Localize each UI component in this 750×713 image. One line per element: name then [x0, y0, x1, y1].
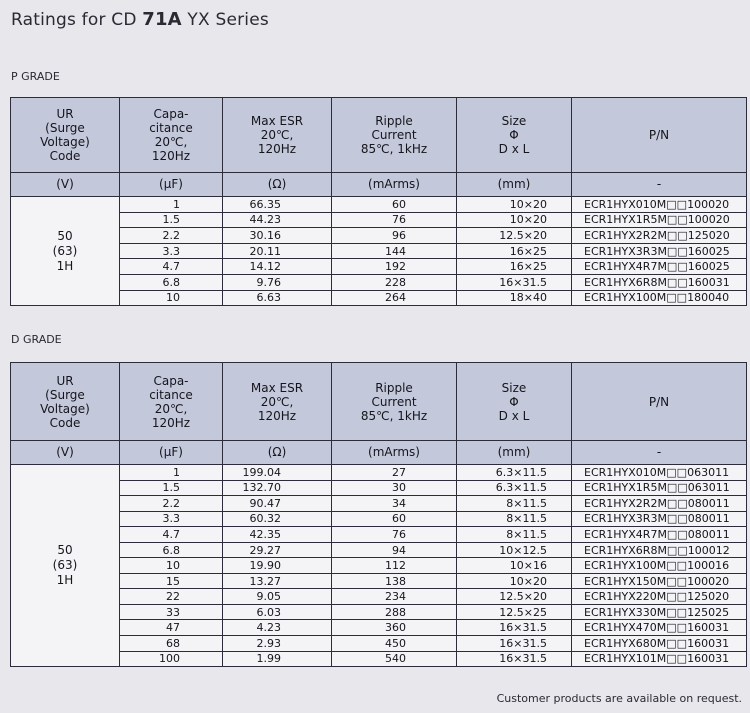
esr-cell: 90.47: [223, 496, 332, 512]
size-cell: 10×20: [457, 197, 572, 213]
esr-cell: 66.35: [223, 197, 332, 213]
header-size-line: Size: [501, 114, 527, 128]
header-esr-line: 120Hz: [257, 408, 297, 423]
table-row: [11, 573, 747, 589]
header-voltage: [11, 363, 120, 441]
title-prefix: Ratings for CD: [11, 10, 143, 30]
header-size-line: Φ: [509, 394, 519, 409]
ripple-cell: 144: [332, 243, 457, 259]
header-esr-line: Max ESR: [250, 114, 304, 128]
capacitance-cell: 1: [120, 197, 223, 213]
header-capacitance-line: 120Hz: [151, 415, 191, 430]
size-cell: 16×25: [457, 243, 572, 259]
capacitance-cell: 10: [120, 290, 223, 306]
table-row: [11, 274, 747, 290]
ripple-cell: 27: [332, 465, 457, 481]
unit-size: (mm): [457, 441, 572, 465]
part-number-cell: ECR1HYX010M□□063011: [572, 465, 747, 481]
esr-cell: 13.27: [223, 573, 332, 589]
part-number-cell: ECR1HYX680M□□160031: [572, 636, 747, 652]
ripple-cell: 288: [332, 604, 457, 620]
header-voltage-line: Code: [49, 149, 81, 163]
unit-voltage: (V): [11, 441, 120, 465]
header-size-line: D x L: [498, 408, 530, 423]
esr-cell: 9.05: [223, 589, 332, 605]
header-capacitance-line: 20℃,: [154, 401, 188, 416]
unit-pn: -: [572, 441, 747, 465]
part-number-cell: ECR1HYX010M□□100020: [572, 197, 747, 213]
table-row: [11, 496, 747, 512]
unit-voltage: (V): [11, 173, 120, 197]
table-row: [11, 480, 747, 496]
table-row: [11, 243, 747, 259]
size-cell: 10×20: [457, 573, 572, 589]
header-voltage-line: UR: [56, 107, 74, 121]
header-esr-line: Max ESR: [250, 380, 304, 395]
header-ripple: [332, 98, 457, 173]
capacitance-cell: 3.3: [120, 243, 223, 259]
header-capacitance-line: citance: [149, 121, 193, 135]
esr-cell: 9.76: [223, 274, 332, 290]
capacitance-cell: 33: [120, 604, 223, 620]
ripple-cell: 60: [332, 511, 457, 527]
size-cell: 12.5×20: [457, 228, 572, 244]
size-cell: 8×11.5: [457, 527, 572, 543]
ripple-cell: 234: [332, 589, 457, 605]
ripple-cell: 540: [332, 651, 457, 667]
table-row: [11, 228, 747, 244]
ripple-cell: 96: [332, 228, 457, 244]
header-capacitance-line: 20℃,: [154, 135, 188, 149]
voltage-code: [11, 197, 120, 306]
part-number-cell: ECR1HYX100M□□100016: [572, 558, 747, 574]
capacitance-cell: 100: [120, 651, 223, 667]
capacitance-cell: 1.5: [120, 212, 223, 228]
table-row: [11, 620, 747, 636]
part-number-cell: ECR1HYX220M□□125020: [572, 589, 747, 605]
capacitance-cell: 15: [120, 573, 223, 589]
esr-cell: 42.35: [223, 527, 332, 543]
esr-cell: 4.23: [223, 620, 332, 636]
header-voltage-line: Code: [49, 415, 81, 430]
title-suffix: YX Series: [181, 10, 269, 30]
esr-cell: 19.90: [223, 558, 332, 574]
header-size-line: Size: [501, 380, 527, 395]
voltage-code-line: 50: [57, 228, 73, 243]
esr-cell: 60.32: [223, 511, 332, 527]
header-capacitance: [120, 363, 223, 441]
part-number-cell: ECR1HYX2R2M□□125020: [572, 228, 747, 244]
size-cell: 16×31.5: [457, 651, 572, 667]
header-voltage-line: Voltage): [40, 135, 90, 149]
size-cell: 16×31.5: [457, 620, 572, 636]
d-grade-table: [10, 362, 747, 667]
header-esr: [223, 98, 332, 173]
ripple-cell: 34: [332, 496, 457, 512]
header-capacitance-line: Capa-: [153, 373, 189, 388]
size-cell: 10×16: [457, 558, 572, 574]
part-number-cell: ECR1HYX100M□□180040: [572, 290, 747, 306]
header-pn: P/N: [572, 363, 747, 441]
esr-cell: 14.12: [223, 259, 332, 275]
table-row: [11, 558, 747, 574]
ripple-cell: 60: [332, 197, 457, 213]
part-number-cell: ECR1HYX3R3M□□080011: [572, 511, 747, 527]
ripple-cell: 94: [332, 542, 457, 558]
header-capacitance-line: 120Hz: [151, 149, 191, 163]
header-size-line: D x L: [498, 142, 530, 156]
unit-size: (mm): [457, 173, 572, 197]
part-number-cell: ECR1HYX2R2M□□080011: [572, 496, 747, 512]
ripple-cell: 192: [332, 259, 457, 275]
header-ripple-line: 85℃, 1kHz: [360, 142, 428, 156]
capacitance-cell: 68: [120, 636, 223, 652]
title-model: 71A: [142, 9, 182, 30]
ripple-cell: 76: [332, 527, 457, 543]
esr-cell: 44.23: [223, 212, 332, 228]
esr-cell: 2.93: [223, 636, 332, 652]
table-row: [11, 527, 747, 543]
ripple-cell: 30: [332, 480, 457, 496]
size-cell: 6.3×11.5: [457, 465, 572, 481]
capacitance-cell: 2.2: [120, 496, 223, 512]
unit-pn: -: [572, 173, 747, 197]
header-voltage-line: UR: [56, 373, 74, 388]
capacitance-cell: 4.7: [120, 527, 223, 543]
size-cell: 6.3×11.5: [457, 480, 572, 496]
size-cell: 16×31.5: [457, 274, 572, 290]
table-row: [11, 212, 747, 228]
header-esr-line: 20℃,: [260, 394, 294, 409]
unit-capacitance: (μF): [120, 441, 223, 465]
size-cell: 10×20: [457, 212, 572, 228]
header-voltage-line: (Surge: [45, 121, 85, 135]
capacitance-cell: 22: [120, 589, 223, 605]
voltage-code-line: 1H: [56, 573, 74, 588]
size-cell: 10×12.5: [457, 542, 572, 558]
esr-cell: 30.16: [223, 228, 332, 244]
part-number-cell: ECR1HYX6R8M□□100012: [572, 542, 747, 558]
capacitance-cell: 6.8: [120, 542, 223, 558]
capacitance-cell: 1.5: [120, 480, 223, 496]
ripple-cell: 112: [332, 558, 457, 574]
header-size-line: Φ: [509, 128, 519, 142]
page-title: [11, 9, 269, 30]
header-esr-line: 20℃,: [260, 128, 294, 142]
unit-esr: (Ω): [223, 441, 332, 465]
header-voltage-line: (Surge: [45, 387, 85, 402]
esr-cell: 6.63: [223, 290, 332, 306]
capacitance-cell: 47: [120, 620, 223, 636]
voltage-code-line: (63): [52, 558, 78, 573]
header-esr-line: 120Hz: [257, 142, 297, 156]
header-capacitance-line: citance: [149, 387, 193, 402]
header-voltage: [11, 98, 120, 173]
header-voltage-line: Voltage): [40, 401, 90, 416]
part-number-cell: ECR1HYX470M□□160031: [572, 620, 747, 636]
voltage-code-line: (63): [52, 243, 78, 258]
header-size: [457, 363, 572, 441]
esr-cell: 132.70: [223, 480, 332, 496]
header-pn: P/N: [572, 98, 747, 173]
header-esr: [223, 363, 332, 441]
unit-ripple: (mArms): [332, 441, 457, 465]
capacitance-cell: 10: [120, 558, 223, 574]
part-number-cell: ECR1HYX1R5M□□063011: [572, 480, 747, 496]
part-number-cell: ECR1HYX1R5M□□100020: [572, 212, 747, 228]
voltage-code: [11, 465, 120, 667]
size-cell: 16×25: [457, 259, 572, 275]
esr-cell: 20.11: [223, 243, 332, 259]
size-cell: 18×40: [457, 290, 572, 306]
header-ripple-line: Current: [371, 128, 417, 142]
table-row: [11, 511, 747, 527]
size-cell: 8×11.5: [457, 511, 572, 527]
esr-cell: 6.03: [223, 604, 332, 620]
header-capacitance: [120, 98, 223, 173]
capacitance-cell: 6.8: [120, 274, 223, 290]
header-size: [457, 98, 572, 173]
part-number-cell: ECR1HYX4R7M□□080011: [572, 527, 747, 543]
size-cell: 12.5×20: [457, 589, 572, 605]
part-number-cell: ECR1HYX6R8M□□160031: [572, 274, 747, 290]
unit-esr: (Ω): [223, 173, 332, 197]
table-row: [11, 651, 747, 667]
table-row: [11, 604, 747, 620]
esr-cell: 1.99: [223, 651, 332, 667]
esr-cell: 29.27: [223, 542, 332, 558]
header-ripple-line: Ripple: [375, 380, 413, 395]
header-ripple-line: Current: [371, 394, 417, 409]
unit-capacitance: (μF): [120, 173, 223, 197]
header-ripple-line: Ripple: [375, 114, 413, 128]
part-number-cell: ECR1HYX150M□□100020: [572, 573, 747, 589]
header-ripple-line: 85℃, 1kHz: [360, 408, 428, 423]
header-capacitance-line: Capa-: [153, 107, 189, 121]
voltage-code-line: 1H: [56, 258, 74, 273]
part-number-cell: ECR1HYX4R7M□□160025: [572, 259, 747, 275]
part-number-cell: ECR1HYX330M□□125025: [572, 604, 747, 620]
ripple-cell: 138: [332, 573, 457, 589]
table-row: [11, 465, 747, 481]
p-grade-label: P GRADE: [11, 70, 60, 83]
capacitance-cell: 3.3: [120, 511, 223, 527]
table-row: [11, 197, 747, 213]
size-cell: 12.5×25: [457, 604, 572, 620]
table-row: [11, 636, 747, 652]
ripple-cell: 264: [332, 290, 457, 306]
ripple-cell: 360: [332, 620, 457, 636]
d-grade-label: D GRADE: [11, 333, 62, 346]
ripple-cell: 228: [332, 274, 457, 290]
header-ripple: [332, 363, 457, 441]
table-row: [11, 290, 747, 306]
capacitance-cell: 2.2: [120, 228, 223, 244]
table-row: [11, 589, 747, 605]
footer-note: Customer products are available on request.: [496, 692, 742, 705]
table-row: [11, 259, 747, 275]
voltage-code-line: 50: [57, 543, 73, 558]
capacitance-cell: 1: [120, 465, 223, 481]
size-cell: 16×31.5: [457, 636, 572, 652]
table-row: [11, 542, 747, 558]
esr-cell: 199.04: [223, 465, 332, 481]
ripple-cell: 76: [332, 212, 457, 228]
size-cell: 8×11.5: [457, 496, 572, 512]
part-number-cell: ECR1HYX101M□□160031: [572, 651, 747, 667]
ripple-cell: 450: [332, 636, 457, 652]
capacitance-cell: 4.7: [120, 259, 223, 275]
unit-ripple: (mArms): [332, 173, 457, 197]
part-number-cell: ECR1HYX3R3M□□160025: [572, 243, 747, 259]
p-grade-table: [10, 97, 747, 306]
